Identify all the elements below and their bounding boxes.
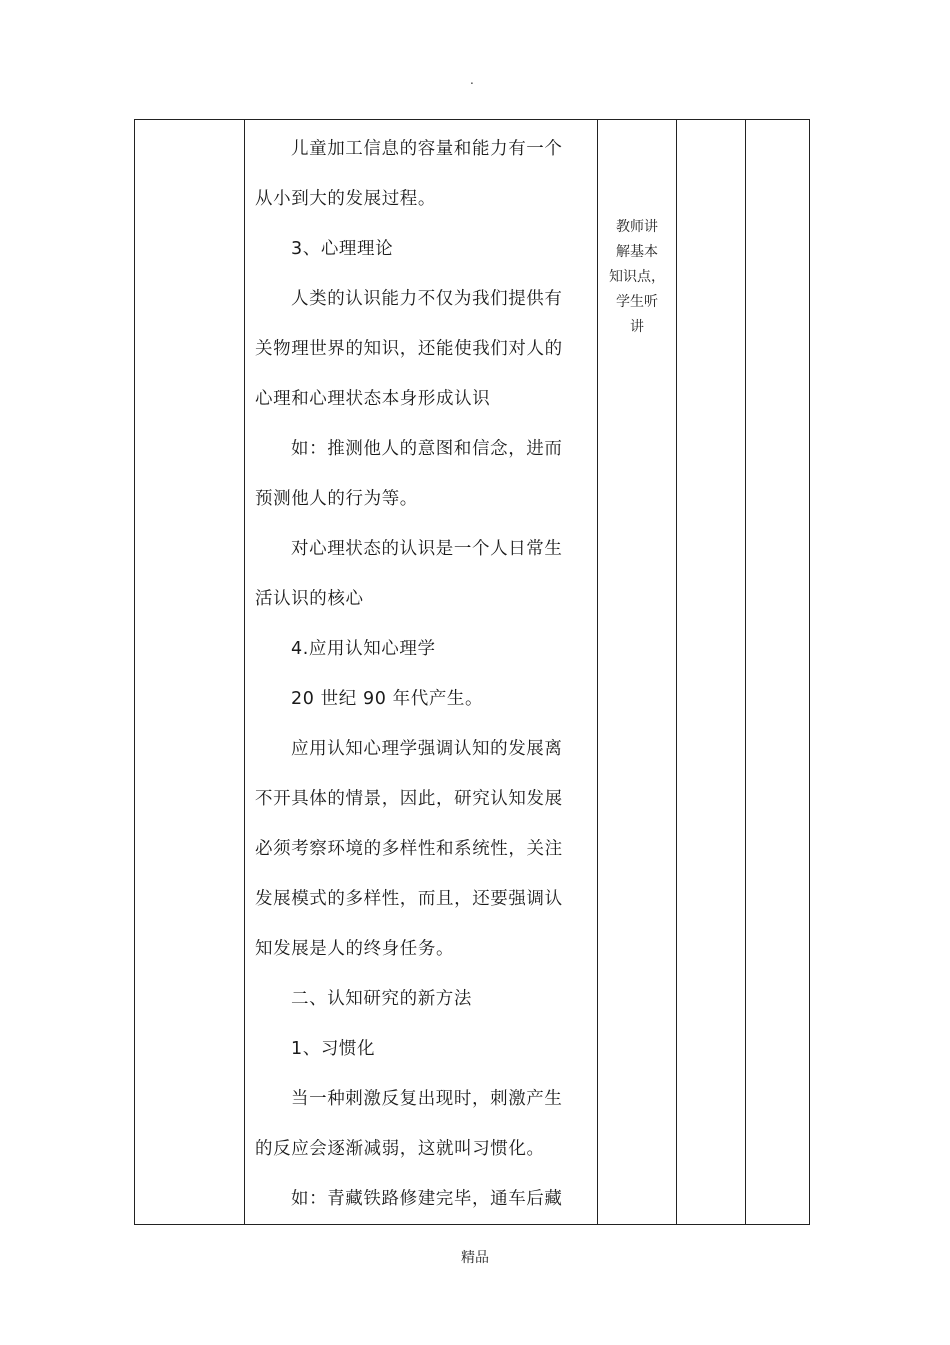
content-line: 如：青藏铁路修建完毕，通车后藏 (291, 1189, 563, 1209)
content-line: 1、习惯化 (291, 1039, 376, 1059)
method-line: 解基本 (616, 244, 658, 260)
blank-cell-2 (746, 120, 810, 1225)
content-line: 人类的认识能力不仅为我们提供有 (291, 289, 563, 309)
content-line: 3、心理理论 (291, 239, 394, 259)
teaching-method (598, 120, 676, 340)
method-line: 知识点， (609, 269, 665, 285)
content-line: 对心理状态的认识是一个人日常生 (291, 539, 563, 559)
table-row (135, 120, 810, 1225)
footer-label: 精品 (461, 1250, 489, 1266)
method-line: 学生听 (616, 294, 658, 310)
teaching-content (245, 120, 597, 1224)
content-line: 从小到大的发展过程。 (255, 189, 436, 209)
section-cell (135, 120, 245, 1225)
content-line: 如：推测他人的意图和信念，进而 (291, 439, 563, 459)
content-line: 二、认知研究的新方法 (291, 989, 472, 1009)
teaching-content-cell (245, 120, 598, 1225)
content-line: 4.应用认知心理学 (291, 639, 436, 659)
header-mark: . (470, 73, 474, 87)
content-line: 预测他人的行为等。 (255, 489, 418, 509)
content-line: 当一种刺激反复出现时，刺激产生 (291, 1089, 563, 1109)
lesson-plan-table (134, 119, 810, 1225)
content-line: 心理和心理状态本身形成认识 (255, 389, 491, 409)
method-line: 教师讲 (616, 219, 658, 235)
content-line: 不开具体的情景，因此，研究认知发展 (255, 789, 563, 809)
content-line: 知发展是人的终身任务。 (255, 939, 455, 959)
content-line: 的反应会逐渐减弱，这就叫习惯化。 (255, 1139, 545, 1159)
content-line: 应用认知心理学强调认知的发展离 (291, 739, 563, 759)
method-line: 讲 (630, 319, 644, 335)
content-line: 发展模式的多样性，而且，还要强调认 (255, 889, 563, 909)
content-line: 活认识的核心 (255, 589, 364, 609)
teaching-method-cell (598, 120, 677, 1225)
content-line: 20 世纪 90 年代产生。 (291, 689, 484, 709)
content-line: 儿童加工信息的容量和能力有一个 (291, 139, 563, 159)
content-line: 关物理世界的知识，还能使我们对人的 (255, 339, 563, 359)
blank-cell-1 (677, 120, 746, 1225)
content-line: 必须考察环境的多样性和系统性，关注 (255, 839, 563, 859)
